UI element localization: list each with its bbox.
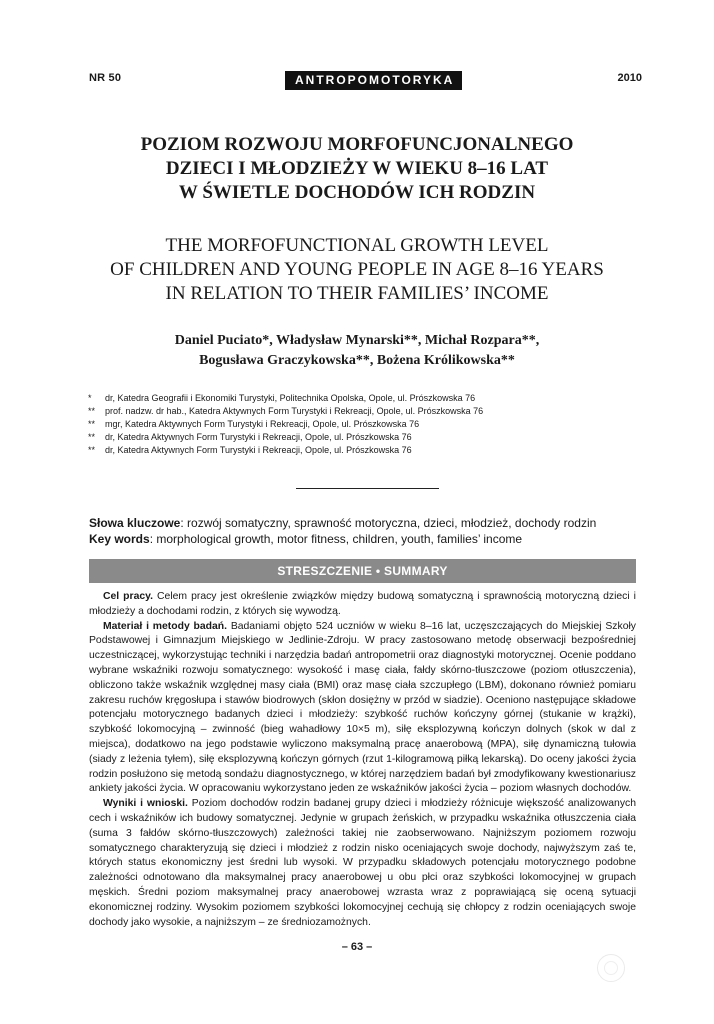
affiliation-text: dr, Katedra Geografii i Ekonomiki Turystyki, Politechnika Opolska, Opole, ul. Prószkowska 76 (105, 393, 476, 403)
abstract-paragraph (89, 590, 636, 620)
abstract-section-label: Cel pracy. (103, 591, 154, 602)
affiliation-row (88, 444, 483, 457)
title-english (60, 234, 654, 306)
affiliation-text: dr, Katedra Aktywnych Form Turystyki i Rekreacji, Opole, ul. Prószkowska 76 (105, 432, 412, 442)
affiliation-mark: * (88, 393, 92, 403)
abstract-section-label: Wyniki i wnioski. (103, 798, 188, 810)
affiliation-row (88, 418, 483, 431)
publication-year: 2010 (617, 72, 642, 84)
watermark-seal-icon (597, 954, 625, 982)
affiliation-row (88, 392, 483, 405)
title-english-line: IN RELATION TO THEIR FAMILIES’ INCOME (165, 283, 549, 304)
keywords-polish-label: Słowa kluczowe (89, 516, 181, 530)
page-number: – 63 – (341, 941, 373, 953)
abstract-section-text: Poziom dochodów rodzin badanej grupy dzieci i młodzieży różnicuje większość analizowanych cech i wskaźników ich budowy somatycznej. Jedynie w grupach żeńskich, w przypadku wskaźnika otłuszczenia ciała (suma 3 fałdów skórno-tłuszczowych) zależności takiej nie zaobserwowano. Najniższym poziomem rozwoju somatycznego charakteryzują się dzieci i młodzież z rodzin nisko oceniających swoje dochody, najwyższym zaś te, których status ekonomiczny jest średni lub wysoki. W przypadku składowych potencjału motorycznego podobne zależności odnotowano dla maksymalnej pracy anaerobowej u obu płci oraz szybkości lokomocyjnej w grupach męskich. Średni poziom maksymalnej pracy anaerobowej wzrasta wraz z poprawiającą się oceną sytuacji ekonomicznej rodziny. Wysokim poziomem szybkości lokomocyjnej cechują się chłopcy z rodzin oceniających swoje dochody jako wysokie, a najniższym – ze średniozamożnych. (89, 798, 636, 928)
keywords-english-text: : morphological growth, motor fitness, children, youth, families’ income (149, 532, 523, 546)
title-polish-line: POZIOM ROZWOJU MORFOFUNCJONALNEGO (140, 134, 574, 155)
abstract-paragraph (89, 797, 636, 930)
keywords-block (89, 515, 596, 547)
title-polish (60, 133, 654, 205)
affiliation-text: mgr, Katedra Aktywnych Form Turystyki i Rekreacji, Opole, ul. Prószkowska 76 (105, 419, 420, 429)
affiliation-mark: ** (88, 419, 96, 429)
keywords-polish (89, 515, 596, 531)
abstract-section-text: Badaniami objęto 524 uczniów w wieku 8–16 lat, uczęszczających do Miejskiej Szkoły Podstawowej i Gimnazjum Miejskiego w Jedlinie-Zdroju. W pracy zastosowano metodę obserwacji bezpośredniej uczestniczącej, wykorzystując techniki i narzędzia badań antropometrii oraz diagnostyki motorycznej. Ocenie poddano wybrane wskaźniki rozwoju somatycznego: wysokość i masę ciała, fałdy skórno-tłuszczowe (poziom otłuszczenia), obliczono także wskaźnik względnej masy ciała (BMI) oraz masę ciała szczupłego (LBM), dokonano również pomiaru zakresu ruchów kręgosłupa i stawów biodrowych (skłon dosiężny w przód w siadzie). Oceniono następujące składowe potencjału motorycznego badanych dzieci i młodzieży: szybkość ruchów kończyny górnej (stukanie w krążki), szybkość lokomocyjną – zwinność (bieg wahadłowy 10×5 m), siłę eksplozywną kończyn dolnych (skok w dal z miejsca), dodatkowo na jego podstawie wyliczono maksymalną pracę anaerobową (MPA), siłę dynamiczną tułowia (siady z leżenia tyłem), siłę eksplozywną kończyn górnych (rzut 1-kilogramową piłką lekarską). Do oceny jakości życia rodzin posłużono się metodą sondażu diagnostycznego, w której narzędziem badań był zmodyfikowany kwestionariusz ankiety jakości życia. W opracowaniu wykorzystano jeden ze wskaźników jakości życia – poziom własnych dochodów. (89, 620, 636, 795)
separator-rule (296, 488, 439, 489)
journal-name-banner: ANTROPOMOTORYKA (285, 71, 462, 90)
affiliation-text: dr, Katedra Aktywnych Form Turystyki i Rekreacji, Opole, ul. Prószkowska 76 (105, 445, 412, 455)
keywords-english-label: Key words (89, 532, 150, 546)
author-list (60, 331, 654, 371)
affiliation-row (88, 405, 483, 418)
title-english-line: OF CHILDREN AND YOUNG PEOPLE IN AGE 8–16 YEARS (110, 259, 604, 280)
keywords-polish-text: : rozwój somatyczny, sprawność motoryczna, dzieci, młodzież, dochody rodzin (180, 516, 597, 530)
title-polish-line: W ŚWIETLE DOCHODÓW ICH RODZIN (178, 182, 536, 203)
affiliation-mark: ** (88, 445, 96, 455)
affiliation-mark: ** (88, 406, 96, 416)
abstract-paragraph (89, 620, 636, 798)
summary-header-bar: STRESZCZENIE • SUMMARY (89, 559, 636, 583)
affiliation-row (88, 431, 483, 444)
abstract-section-label: Materiał i metody badań. (103, 620, 228, 632)
affiliation-text: prof. nadzw. dr hab., Katedra Aktywnych Form Turystyki i Rekreacji, Opole, ul. Prószkowska 76 (105, 406, 484, 416)
title-polish-line: DZIECI I MŁODZIEŻY W WIEKU 8–16 LAT (165, 158, 549, 179)
author-line: Bogusława Graczykowska**, Bożena Królikowska** (199, 353, 515, 368)
abstract-body (89, 590, 636, 930)
issue-number: NR 50 (89, 72, 122, 84)
affiliations (88, 392, 483, 457)
keywords-english (89, 531, 596, 547)
affiliation-mark: ** (88, 432, 96, 442)
title-english-line: THE MORFOFUNCTIONAL GROWTH LEVEL (165, 235, 549, 256)
author-line: Daniel Puciato*, Władysław Mynarski**, Michał Rozpara**, (174, 333, 540, 348)
abstract-section-text: Celem pracy jest określenie związków między budową somatyczną i sprawnością motoryczną dzieci i młodzieży a dochodami rodzin, z których się wywodzą. (89, 591, 636, 617)
